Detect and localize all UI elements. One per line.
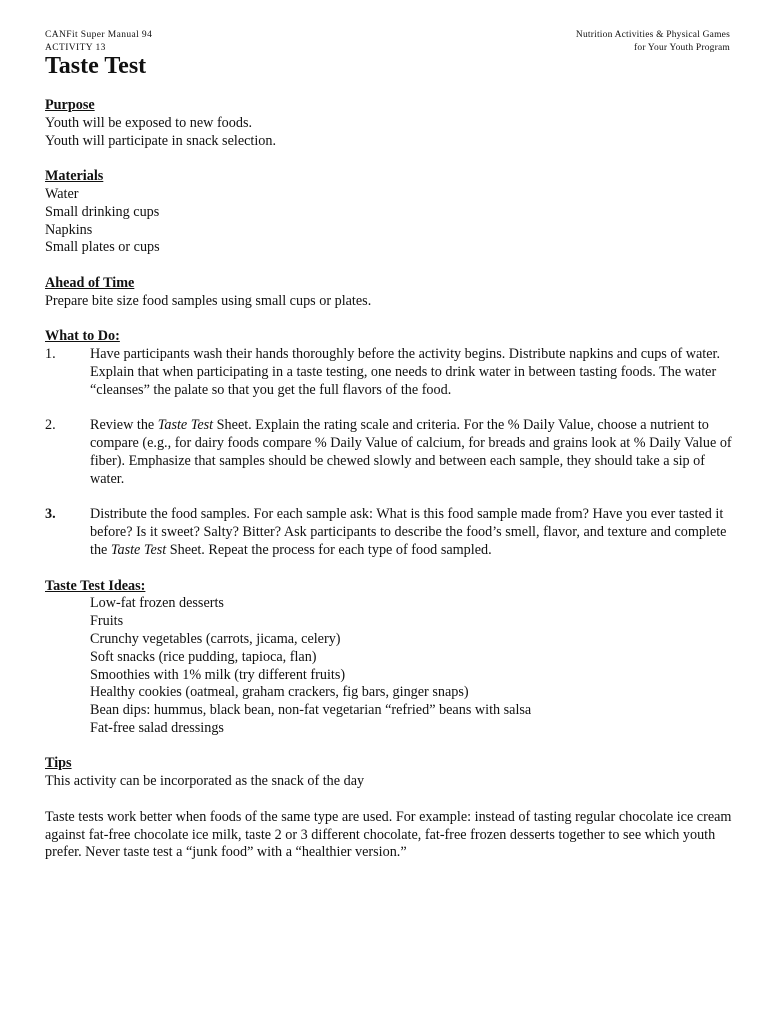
page-title: Taste Test: [45, 53, 147, 79]
document-body: [45, 97, 735, 880]
step-text: [90, 506, 735, 559]
step-item: [45, 417, 735, 488]
step-text-part: Sheet. Explain the rating scale and criteria. For the % Daily Value, choose a nutrient to compare (e.g., for dairy foods compare % Daily Value of calcium, for breads and grains look at % Daily Value of fiber). Emphasize that samples should be chewed slowly and between each sample, they should take a sip of water.: [90, 417, 732, 487]
ideas-list: [45, 595, 735, 737]
step-number: 1.: [45, 346, 56, 363]
idea-item: Fruits: [90, 613, 124, 630]
step-number: 2.: [45, 417, 56, 434]
idea-item: Smoothies with 1% milk (try different fruits): [90, 666, 346, 683]
purpose-line: Youth will be exposed to new foods.: [45, 114, 253, 131]
ahead-text: Prepare bite size food samples using small cups or plates.: [45, 292, 372, 309]
step-item: [45, 346, 735, 399]
ahead-section: [45, 275, 735, 311]
tips-section: [45, 755, 735, 862]
ideas-heading: Taste Test Ideas:: [45, 577, 146, 594]
taste-test-sheet-ref: Taste Test: [110, 541, 167, 558]
header-right-line1: Nutrition Activities & Physical Games: [575, 30, 730, 40]
purpose-heading: Purpose: [45, 97, 95, 113]
idea-item: Soft snacks (rice pudding, tapioca, flan): [90, 648, 317, 665]
idea-item: Healthy cookies (oatmeal, graham crackers, fig bars, ginger snaps): [90, 684, 469, 701]
what-to-do-heading: What to Do:: [45, 328, 120, 345]
idea-item: Crunchy vegetables (carrots, jicama, celery): [90, 630, 341, 647]
tips-heading: Tips: [45, 755, 72, 772]
purpose-line: Youth will participate in snack selection.: [45, 132, 277, 149]
taste-test-sheet-ref: Taste Test: [157, 417, 214, 434]
materials-section: [45, 168, 735, 257]
step-text-part: Distribute the food samples. For each sample ask: What is this food sample made from? Have you ever tasted it before? Is it sweet? Salty? Bitter? Ask participants to describe the food’s smell, flavor, and texture and complete the: [90, 506, 727, 558]
activity-number: ACTIVITY 13: [45, 42, 106, 53]
what-to-do-section: [45, 328, 735, 559]
materials-item: Small drinking cups: [45, 203, 160, 220]
step-text: Have participants wash their hands thoroughly before the activity begins. Distribute napkins and cups of water. Explain that when participating in a taste testing, one needs to drink water in between tasting foods. The water “cleanses” the palate so that you get the full flavors of the food.: [90, 346, 720, 398]
header-right: [576, 29, 730, 54]
idea-item: Bean dips: hummus, black bean, non-fat vegetarian “refried” beans with salsa: [90, 702, 532, 719]
materials-item: Water: [45, 185, 79, 202]
materials-heading: Materials: [45, 168, 104, 185]
tips-paragraph: Taste tests work better when foods of the same type are used. For example: instead of tasting regular chocolate ice cream against fat-free chocolate ice milk, taste 2 or 3 different chocolate, fat-free frozen desserts together to see which youth prefer. Never taste test a “junk food” with a “healthier version.”: [45, 808, 732, 861]
step-number: 3.: [45, 506, 56, 523]
idea-item: Low-fat frozen desserts: [90, 595, 224, 612]
step-item: [45, 506, 735, 559]
header-right-line2: for Your Youth Program: [634, 42, 730, 53]
step-text: [90, 417, 735, 488]
ideas-section: [45, 578, 735, 738]
materials-item: Napkins: [45, 221, 93, 238]
step-text-part: Review the: [90, 417, 158, 434]
ahead-heading: Ahead of Time: [45, 274, 135, 291]
idea-item: Fat-free salad dressings: [90, 719, 224, 736]
materials-item: Small plates or cups: [45, 239, 160, 256]
step-text-part: Sheet. Repeat the process for each type of food sampled.: [166, 541, 492, 558]
tips-line: This activity can be incorporated as the snack of the day: [45, 773, 365, 790]
manual-name: CANFit Super Manual 94: [45, 30, 153, 40]
purpose-section: [45, 97, 735, 150]
header-left: [45, 29, 152, 54]
